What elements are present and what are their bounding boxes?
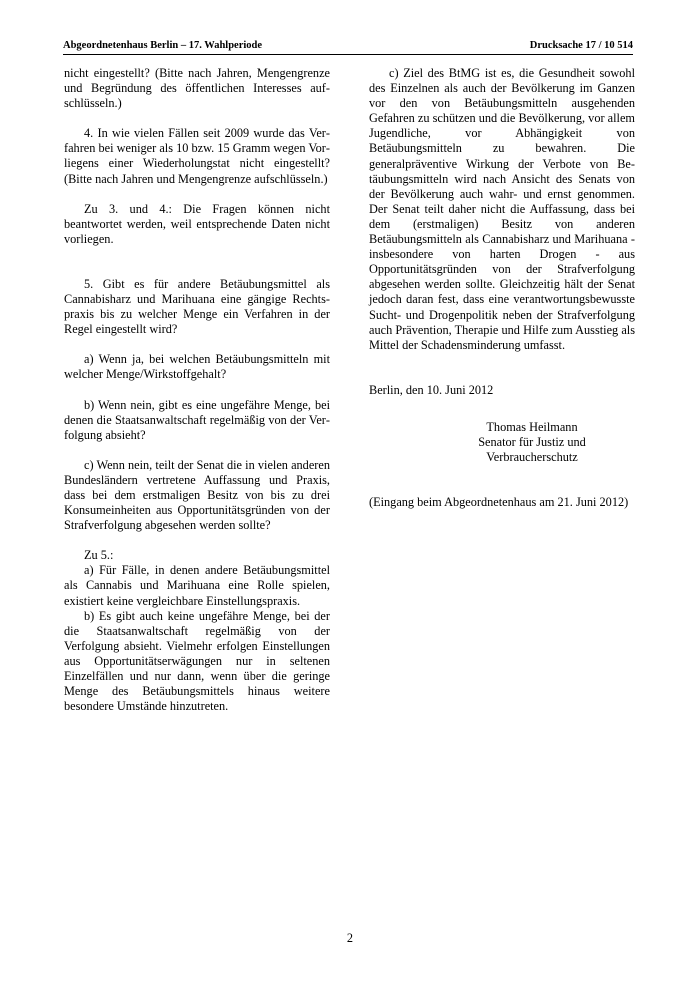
header-document-number: Drucksache 17 / 10 514 — [529, 40, 633, 51]
signatory-name: Thomas Heilmann — [486, 419, 578, 434]
question-5b: b) Wenn nein, gibt es eine ungefähre Menge, bei denen die Staatsanwaltschaft regelmäßig von der Verfolgung absieht? — [64, 397, 330, 442]
signatory-title-line-1: Senator für Justiz und — [478, 434, 586, 449]
receipt-note: (Eingang beim Abgeordnetenhaus am 21. Juni 2012) — [369, 495, 629, 510]
left-column — [64, 66, 330, 714]
header-rule — [63, 54, 633, 55]
question-5c: c) Wenn nein, teilt der Senat die in vielen anderen Bundesländern vertretene Auffassung und Praxis, dass bei dem erstmaligen Besitz von bis zu drei Konsumeinheiten aus Opportunitätsgründen von der Strafverfolgung abgesehen werden sollte? — [64, 457, 330, 533]
running-header — [63, 37, 633, 53]
question-5a: a) Wenn ja, bei welchen Betäubungsmitteln mit welcher Menge/Wirkstoffgehalt? — [64, 352, 330, 382]
right-column — [369, 66, 635, 510]
question-4: 4. In wie vielen Fällen seit 2009 wurde das Verfahren bei weniger als 10 bzw. 15 Gramm wegen Vorliegens einer Wiederholungstat nicht eingestellt? (Bitte nach Jahren und Mengengrenze aufschlüsseln.) — [64, 126, 330, 186]
signatory-title-line-2: Verbraucherschutz — [486, 450, 578, 465]
answer-5a: a) Für Fälle, in denen andere Betäubungsmittel als Cannabis und Marihuana eine Rolle spielen, existiert keine vergleichbare Einstellungspraxis. — [64, 563, 330, 608]
page-number: 2 — [346, 931, 354, 945]
answer-5-label: Zu 5.: — [84, 548, 114, 563]
signature-block — [429, 420, 635, 465]
header-parliament: Abgeordnetenhaus Berlin – 17. Wahlperiode — [63, 40, 263, 51]
answer-5b: b) Es gibt auch keine ungefähre Menge, bei der die Staatsanwaltschaft regelmäßig von der Verfolgung absieht. Vielmehr erfolgen Einstellungen aus Opportunitätserwägungen nur in seltenen Einzelfällen und nur dann, wenn über die geringe Menge des Betäubungsmittels hinaus weitere besondere Umstände hinzutreten. — [64, 608, 330, 714]
place-date: Berlin, den 10. Juni 2012 — [369, 382, 494, 397]
question-5: 5. Gibt es für andere Betäubungsmittel als Cannabisharz und Marihuana eine gängige Rechtspraxis bis zu welcher Menge ein Verfahren in der Regel eingestellt wird? — [64, 276, 330, 337]
question-3-continuation: nicht eingestellt? (Bitte nach Jahren, Mengengrenze und Begründung des öffentlichen Interesses aufschlüsseln.) — [64, 66, 330, 111]
answer-5c: c) Ziel des BtMG ist es, die Gesundheit sowohl des Einzelnen als auch der Bevölkerung im Ganzen vor den von Betäubungsmitteln ausgehenden Gefahren zu schützen und die Bevölkerung, vor allem Jugendliche, vor Abhängigkeit von Betäubungsmitteln zu bewahren. Die generalpräventive Wirkung der Verbote von Betäubungsmitteln wird nach Ansicht des Senats von der Bevölkerung auch wahr- und ernst genommen. Der Senat teilt daher nicht die Auffassung, dass bei dem (erstmaligen) Besitz von anderen Betäubungsmitteln als Cannabisharz und Marihuana - insbesondere von harten Drogen - aus Opportunitätsgründen von der Strafverfolgung abgesehen werden sollte. Gleichzeitig hält der Senat jedoch daran fest, dass eine verantwortungsbewusste Sucht- und Drogenpolitik neben der Strafverfolgung auch Prävention, Therapie und Hilfe zum Ausstieg als Mittel der Schadensminderung umfasst. — [369, 66, 635, 352]
answer-3-4: Zu 3. und 4.: Die Fragen können nicht beantwortet werden, weil entsprechende Daten nicht vorliegen. — [64, 201, 330, 246]
